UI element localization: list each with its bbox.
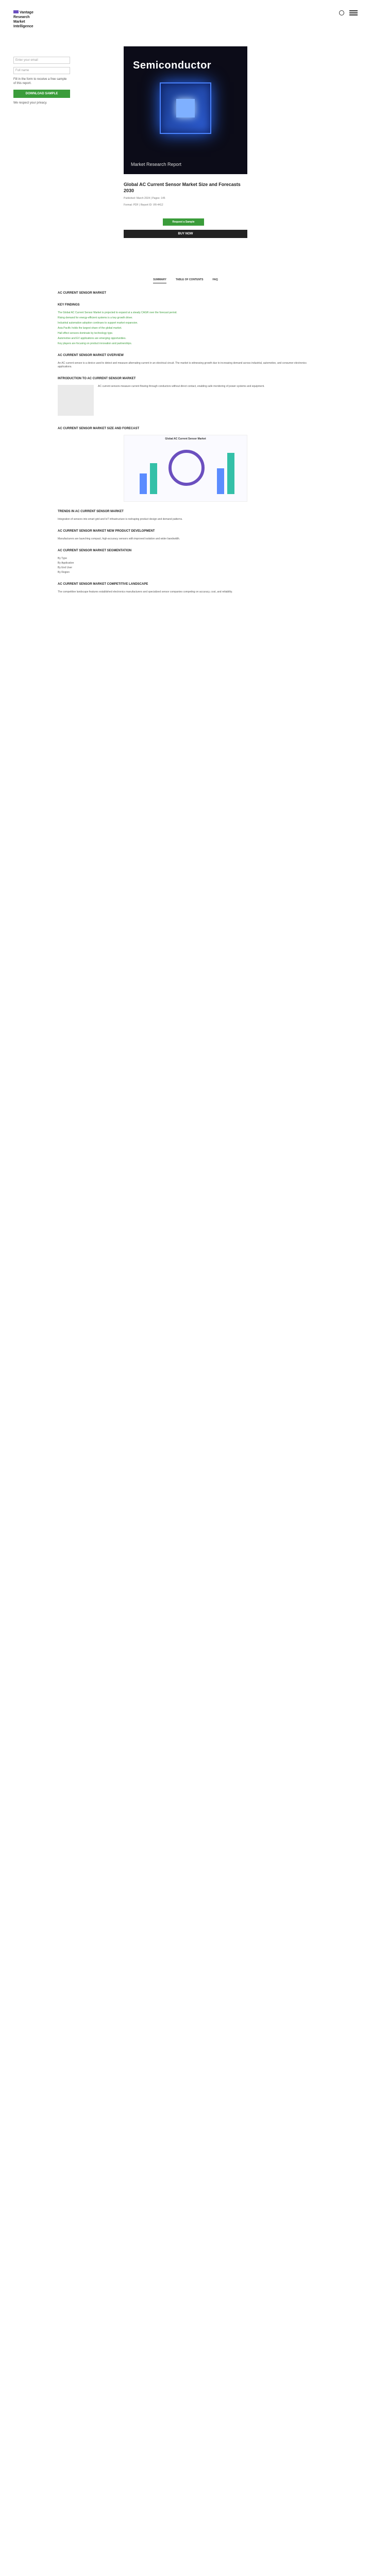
tab-summary[interactable]: SUMMARY — [153, 278, 166, 283]
list-item: By Type — [58, 557, 67, 560]
intro-text: AC current sensors measure current flowing through conductors without direct contact, enabling safe monitoring of power systems and equipment. — [98, 385, 265, 388]
report-cover — [124, 46, 247, 174]
list-item: Industrial automation adoption continues to support market expansion. — [58, 321, 138, 325]
tab-toc[interactable]: TABLE OF CONTENTS — [175, 278, 204, 281]
sidebar — [13, 57, 70, 105]
report-content — [58, 278, 313, 597]
logo-mark-icon — [13, 10, 19, 13]
segment-list — [58, 557, 313, 574]
key-findings-title: KEY FINDINGS — [58, 303, 80, 307]
privacy-note: We respect your privacy. — [13, 101, 47, 105]
list-item: Key players are focusing on product innovation and partnerships. — [58, 342, 132, 345]
list-item: Rising demand for energy-efficient systems is a key growth driver. — [58, 316, 133, 319]
search-icon[interactable] — [339, 10, 344, 15]
tab-faq[interactable]: FAQ — [212, 278, 218, 281]
name-input[interactable]: Full name — [13, 67, 70, 74]
developments-title: AC CURRENT SENSOR MARKET NEW PRODUCT DEVELOPMENT — [58, 530, 155, 533]
list-item: The Global AC Current Sensor Market is projected to expand at a steady CAGR over the forecast period. — [58, 311, 177, 314]
figure-ring — [168, 450, 205, 486]
trends-title: TRENDS IN AC CURRENT SENSOR MARKET — [58, 510, 124, 513]
developments-text: Manufacturers are launching compact, high-accuracy sensors with improved isolation and wider bandwidth. — [58, 537, 180, 540]
list-item: By Application — [58, 562, 74, 565]
chip-icon — [160, 82, 211, 134]
figure-bar — [227, 453, 234, 494]
heading-market: AC CURRENT SENSOR MARKET — [58, 292, 107, 295]
cover-subtitle: Market Research Report — [131, 162, 182, 167]
figure-bar — [217, 468, 224, 494]
list-item: By Region — [58, 571, 70, 574]
size-title: AC CURRENT SENSOR MARKET SIZE AND FORECAST — [58, 427, 140, 430]
email-input[interactable]: Enter your email — [13, 57, 70, 64]
list-item: By End User — [58, 566, 73, 569]
sidebar-text: Fill in the form to receive a free sample of this report. — [13, 78, 67, 85]
download-sample-button[interactable]: DOWNLOAD SAMPLE — [13, 90, 70, 98]
request-sample-button[interactable]: Request a Sample — [163, 218, 204, 226]
logo-tagline: Market Intelligence — [13, 20, 33, 28]
intro-image — [58, 385, 94, 416]
intro-block — [58, 385, 313, 419]
menu-icon[interactable] — [349, 10, 358, 11]
figure-bar — [150, 463, 157, 494]
tabs — [58, 278, 313, 283]
overview-text: An AC current sensor is a device used to detect and measure alternating current in an electrical circuit. The market is witnessing growth due to increasing demand across industrial, automotive, and consumer electronics applications. — [58, 362, 307, 368]
logo-text: Vantage Research — [13, 11, 33, 19]
trends-text: Integration of sensors into smart grid and IoT infrastructure is reshaping product design and demand patterns. — [58, 518, 183, 521]
landscape-title: AC CURRENT SENSOR MARKET COMPETITIVE LANDSCAPE — [58, 583, 148, 586]
header-actions — [339, 10, 358, 15]
product-meta-2: Format: PDF | Report ID: VR-4412 — [124, 204, 163, 207]
list-item: Hall effect sensors dominate by technology type. — [58, 332, 113, 335]
intro-title: INTRODUCTION TO AC CURRENT SENSOR MARKET — [58, 377, 136, 380]
overview-title: AC CURRENT SENSOR MARKET OVERVIEW — [58, 354, 124, 357]
landscape-text: The competitive landscape features established electronics manufacturers and specialized sensor companies competing on accuracy, cost, and reliability. — [58, 590, 233, 594]
figure-caption: Global AC Current Sensor Market — [165, 437, 206, 440]
list-item: Automotive and EV applications are emerging opportunities. — [58, 337, 126, 340]
segmentation-title: AC CURRENT SENSOR MARKET SEGMENTATION — [58, 549, 132, 552]
list-item: Asia Pacific holds the largest share of the global market. — [58, 327, 122, 330]
cover-title: Semiconductor — [133, 60, 212, 71]
buy-now-button[interactable]: BUY NOW — [124, 230, 247, 238]
key-findings-list — [58, 311, 313, 346]
product-panel — [124, 46, 247, 238]
product-meta-1: Published: March 2024 | Pages: 145 — [124, 197, 165, 200]
site-logo[interactable] — [13, 10, 37, 29]
market-figure — [124, 435, 247, 502]
figure-bar — [140, 473, 147, 494]
product-title: Global AC Current Sensor Market Size and Forecasts 2030 — [124, 182, 241, 193]
